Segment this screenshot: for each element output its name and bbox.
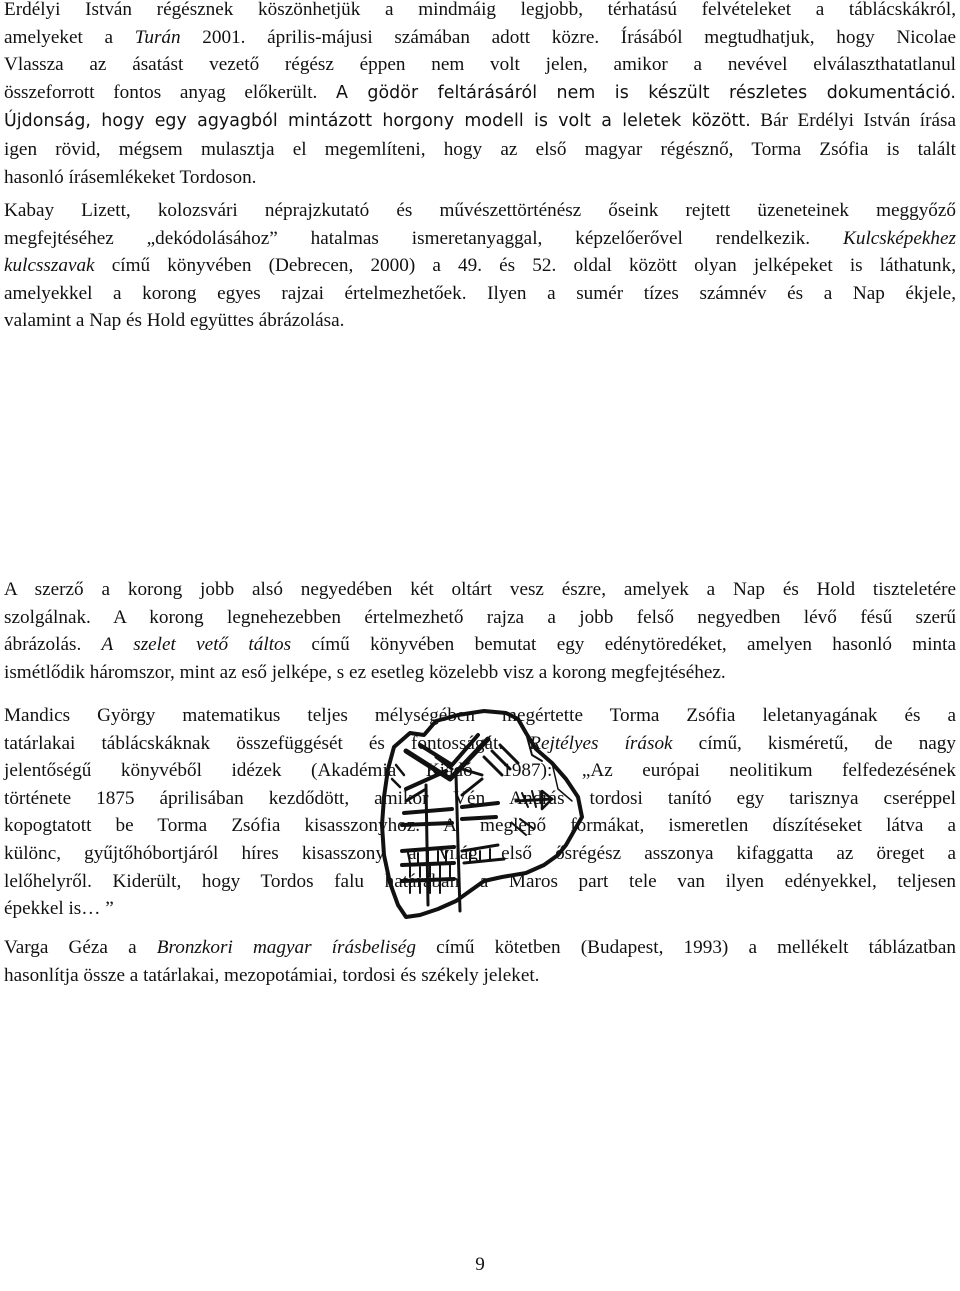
text-line: lelőhelyről. Kiderült, hogy Tordos falu határában a Maros part tele van ilyen edényekkel, teljesen bbox=[4, 870, 956, 892]
text-line bbox=[4, 934, 956, 962]
text-line: Vlassza az ásatást vezető régész éppen nem volt jelen, amikor a nevével elválaszthatatlanul bbox=[4, 54, 956, 76]
text-run: tatárlakai táblácskáknak összefüggését és fontosságát. bbox=[4, 732, 530, 754]
sans-text-run: A gödör feltárásáról nem is készült részletes dokumentáció. bbox=[336, 82, 956, 103]
text-line: Mandics György matematikus teljes mélységében megértette Torma Zsófia leletanyagának és a bbox=[4, 705, 956, 726]
text-line: kopogtatott be Torma Zsófia kisasszonyhoz. A meglepő formákat, ismeretlen díszítéseket látva a bbox=[4, 815, 956, 837]
text-line: ismétlődik háromszor, mint az eső jelképe, s ez esetleg közelebb visz a korong megfejtéséhez. bbox=[4, 661, 726, 683]
page-number: 9 bbox=[475, 1254, 485, 1275]
text-run: című könyvében bemutat egy edénytöredéket, amelyen hasonló minta bbox=[291, 634, 956, 656]
text-line: amelyekkel a korong egyes rajzai értelmezhetőek. Ilyen a sumér tízes számnév és a Nap ékjele, bbox=[4, 282, 956, 304]
text-line bbox=[4, 631, 956, 659]
text-line bbox=[4, 107, 956, 136]
paragraph-erdelyi bbox=[4, 0, 956, 191]
text-line bbox=[4, 252, 956, 280]
text-line: hasonlítja össze a tatárlakai, mezopotámiai, tordosi és székely jeleket. bbox=[4, 964, 540, 986]
paragraph-varga bbox=[4, 934, 956, 989]
text-run: című, kisméretű, de nagy bbox=[672, 732, 956, 754]
text-run: amelyeket a bbox=[4, 26, 135, 48]
text-line: jelentőségű könyvéből idézek (Akadémia Kiadó 1987): „Az európai neolitikum felfedezésének bbox=[4, 760, 956, 782]
text-line: Kabay Lizett, kolozsvári néprajzkutató és művészettörténész őseink rejtett üzeneteinek meggyőző bbox=[4, 200, 956, 221]
italic-title: Rejtélyes írások bbox=[529, 732, 673, 754]
paragraph-mandics bbox=[4, 702, 956, 923]
text-line: Erdélyi István régésznek köszönhetjük a mindmáig legjobb, térhatású felvételeket a táblácskákról, bbox=[4, 0, 956, 20]
text-run: Varga Géza a bbox=[4, 937, 157, 958]
text-run: megfejtéséhez „dekódolásához” hatalmas ismeretanyaggal, képzelőerővel rendelkezik. bbox=[4, 227, 844, 249]
text-line: igen rövid, mégsem mulasztja el megemlíteni, hogy az első magyar régésznő, Torma Zsófia is talált bbox=[4, 138, 956, 160]
italic-title: A szelet vető táltos bbox=[101, 634, 292, 656]
paragraph-kabay bbox=[4, 197, 956, 335]
italic-title: Turán bbox=[134, 26, 181, 48]
text-line: története 1875 áprilisában kezdődött, amikor Vén András tordosi tanító egy tarisznya cseréppel bbox=[4, 787, 956, 809]
text-line: hasonló írásemlékeket Tordoson. bbox=[4, 166, 257, 188]
text-line bbox=[4, 225, 956, 253]
italic-title: Kulcsképekhez bbox=[843, 227, 956, 249]
text-line bbox=[4, 79, 956, 108]
text-line bbox=[4, 24, 956, 52]
text-run: 2001. április-májusi számában adott közre. Írásából megtudhatjuk, hogy Nicolae bbox=[180, 26, 957, 48]
text-run: című kötetben (Budapest, 1993) a mellékelt táblázatban bbox=[415, 937, 956, 958]
text-line: különc, gyűjtőhóbortjáról híres kisasszony a világ első ősrégész asszonya kifaggatta az öreget a bbox=[4, 842, 956, 864]
italic-title: kulcsszavak bbox=[4, 255, 95, 277]
text-line: A szerző a korong jobb alsó negyedében két oltárt vesz észre, amelyek a Nap és Hold tiszteletére bbox=[4, 579, 956, 600]
italic-title: Bronzkori magyar írásbeliség bbox=[156, 937, 416, 958]
text-run: Bár Erdélyi István írása bbox=[750, 110, 956, 132]
text-line: épekkel is… ” bbox=[4, 898, 114, 920]
text-line: valamint a Nap és Hold együttes ábrázolása. bbox=[4, 310, 345, 332]
text-run: című könyvében (Debrecen, 2000) a 49. és 52. oldal között olyan jelképeket is láthatunk, bbox=[94, 255, 956, 277]
text-run: összeforrott fontos anyag előkerült. bbox=[4, 81, 337, 103]
text-line: szolgálnak. A korong legnehezebben értelmezhető rajza a jobb felső negyedben lévő fésű szerű bbox=[4, 606, 956, 628]
text-line bbox=[4, 730, 956, 758]
paragraph-szerzo bbox=[4, 576, 956, 686]
sans-text-run: Újdonság, hogy egy agyagból mintázott horgony modell is volt a leletek között. bbox=[4, 111, 751, 132]
text-run: ábrázolás. bbox=[4, 634, 102, 656]
